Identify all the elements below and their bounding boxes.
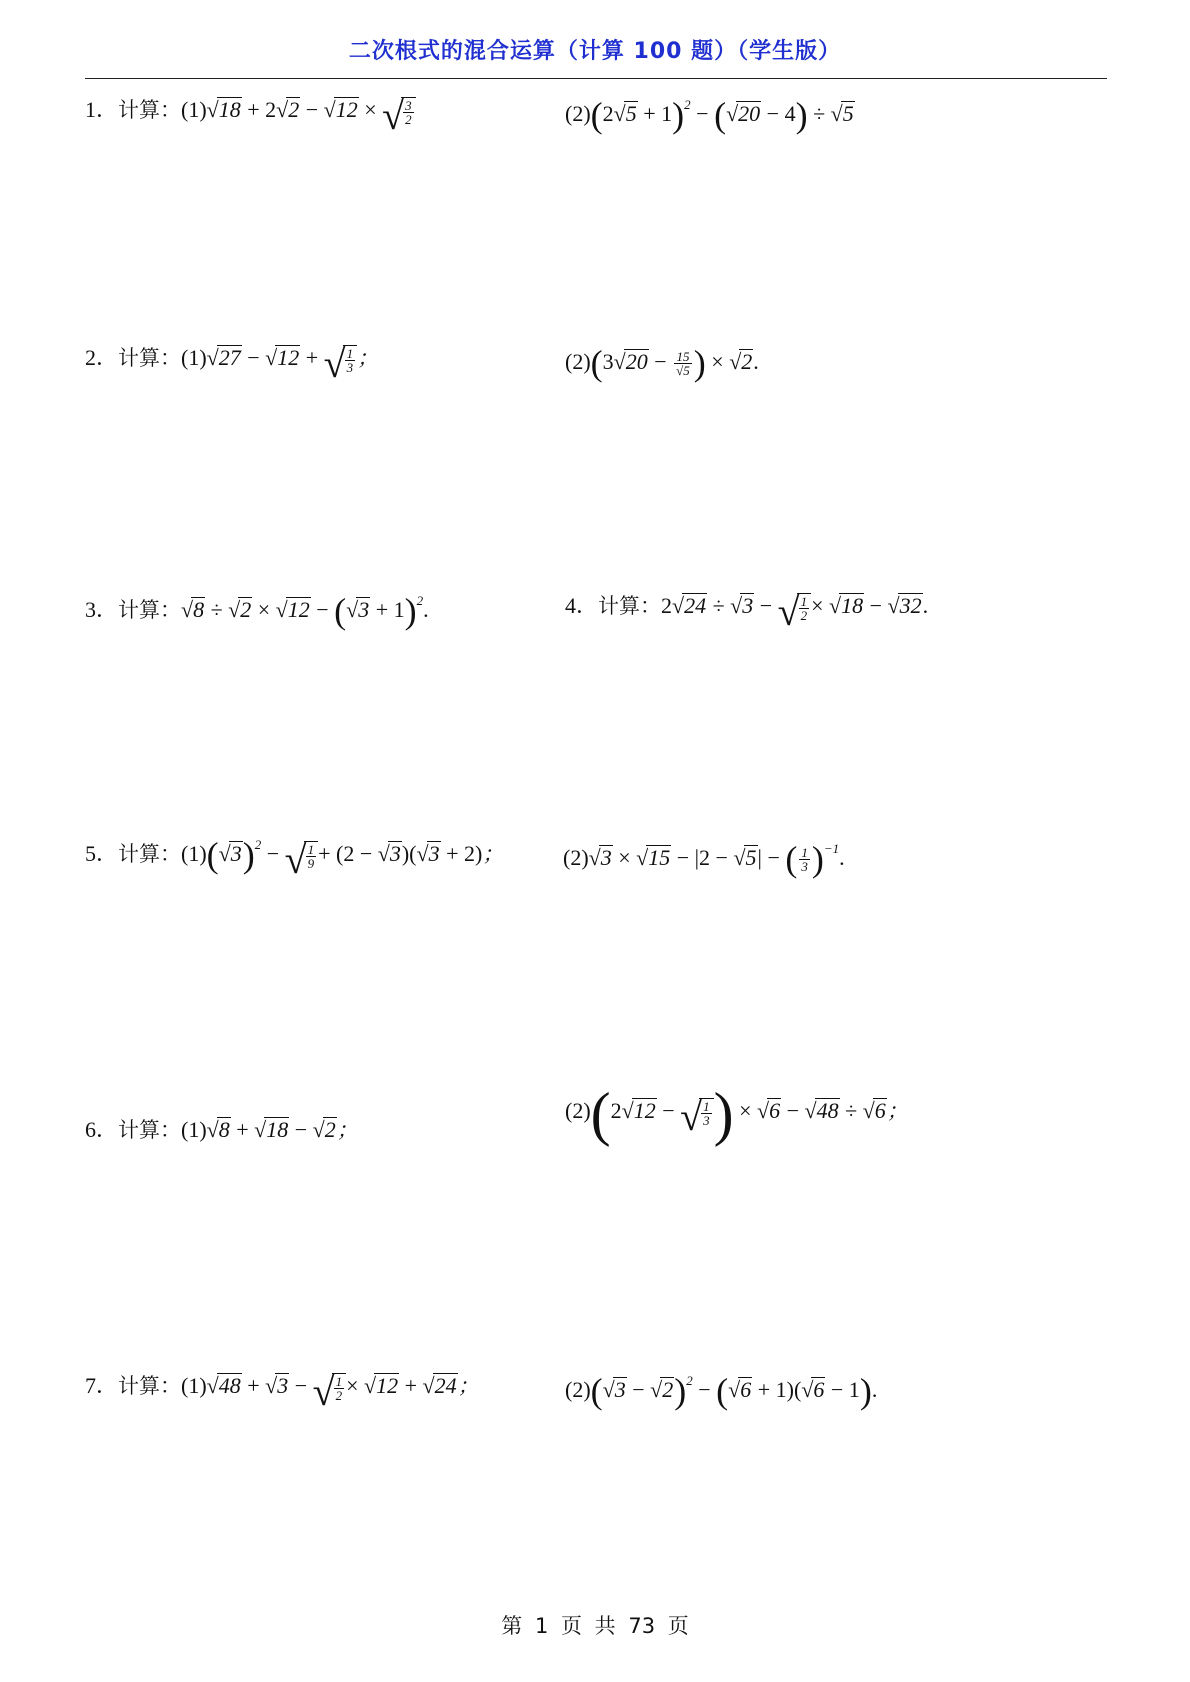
problem-6 (85, 1081, 1125, 1152)
expression-6a: √8 + √18 − √2； (206, 1117, 358, 1142)
page-footer: 第 1 页 共 73 页 (501, 1614, 689, 1638)
page-title: 二次根式的混合运算（计算 100 题）（学生版） (348, 39, 842, 64)
problem-prefix: 计算： (118, 842, 182, 866)
part-label: (1) (181, 1117, 207, 1142)
expression-2b: (3√20 − $\frac{15}{√5}$ ) × √2. (590, 343, 759, 383)
problem-prefix: 计算： (118, 346, 182, 370)
expression-1a: √18 + 2√2 − √12 × √ $\frac{3}{2}$ (207, 97, 416, 122)
part-label: (2) (565, 1377, 591, 1402)
problem-number: 6． (85, 1117, 119, 1142)
problem-1-text (85, 93, 416, 136)
problem-prefix: 计算： (118, 1374, 182, 1398)
problem-7-text (85, 1369, 479, 1412)
problem-1 (85, 84, 1125, 144)
problem-number: 7． (85, 1373, 119, 1398)
problem-number: 3． (85, 597, 119, 622)
problem-2-part-2 (565, 342, 759, 384)
problem-number: 2． (85, 345, 119, 370)
problem-4-text (565, 589, 928, 632)
problem-prefix: 计算： (118, 598, 182, 622)
part-label: (2) (565, 101, 591, 126)
part-label: (2) (565, 1098, 591, 1123)
problem-6-text (85, 1113, 358, 1144)
problem-prefix: 计算： (118, 98, 182, 122)
part-label: (2) (563, 845, 589, 870)
problem-2-text (85, 341, 378, 384)
part-label: (1) (181, 841, 207, 866)
problem-5 (85, 828, 1125, 888)
expression-2a: √27 − √12 + √ $\frac{1}{3}$ ； (206, 341, 379, 386)
problem-number: 4． (565, 593, 599, 618)
expression-3: $√8 \div √2 \times √12 - (√3 + 1)^2$. (181, 591, 429, 631)
problem-3-text (85, 590, 429, 632)
expression-5a: $(√3)^2$ − √ $\frac{1}{9}$ + (2 − √3)(√3 + 2)； (206, 835, 504, 882)
problem-6-part-2 (565, 1081, 908, 1147)
problem-number: 1． (85, 97, 119, 122)
problem-number: 5． (85, 841, 119, 866)
problem-2 (85, 332, 1125, 392)
problem-7 (85, 1360, 1125, 1420)
part-label: (1) (181, 1373, 207, 1398)
problem-prefix: 计算： (118, 1118, 182, 1142)
expression-6b: (2√12 − √ $\frac{1}{3}$ ) × √6 − √48 ÷ √6； (590, 1081, 908, 1147)
expression-4: 2√24 ÷ √3 − √ $\frac{1}{2}$ × √18 − √32. (661, 589, 929, 634)
expression-7b: $(√3 - √2)^2 - (√6 + 1)(√6 - 1)$. (590, 1371, 878, 1411)
problem-5-part-2 (563, 838, 845, 880)
part-label: (2) (565, 349, 591, 374)
problem-1-part-2 (565, 94, 855, 136)
problem-5-text (85, 834, 503, 880)
problem-3-4 (85, 580, 1125, 640)
part-label: (1) (181, 345, 207, 370)
expression-1b: $(2√5 + 1)^2 - (√20 - 4) \div √5$ (590, 95, 854, 135)
problem-prefix: 计算： (598, 594, 662, 618)
expression-7a: √48 + √3 − √ $\frac{1}{2}$ × √12 + √24； (206, 1369, 479, 1414)
problem-7-part-2 (565, 1370, 877, 1412)
header-divider (85, 78, 1107, 79)
part-label: (1) (181, 97, 207, 122)
expression-5b: √3 × √15 − |2 − √5| − ( $\frac{1}{3}$ )$^{-1}$. (588, 839, 845, 879)
